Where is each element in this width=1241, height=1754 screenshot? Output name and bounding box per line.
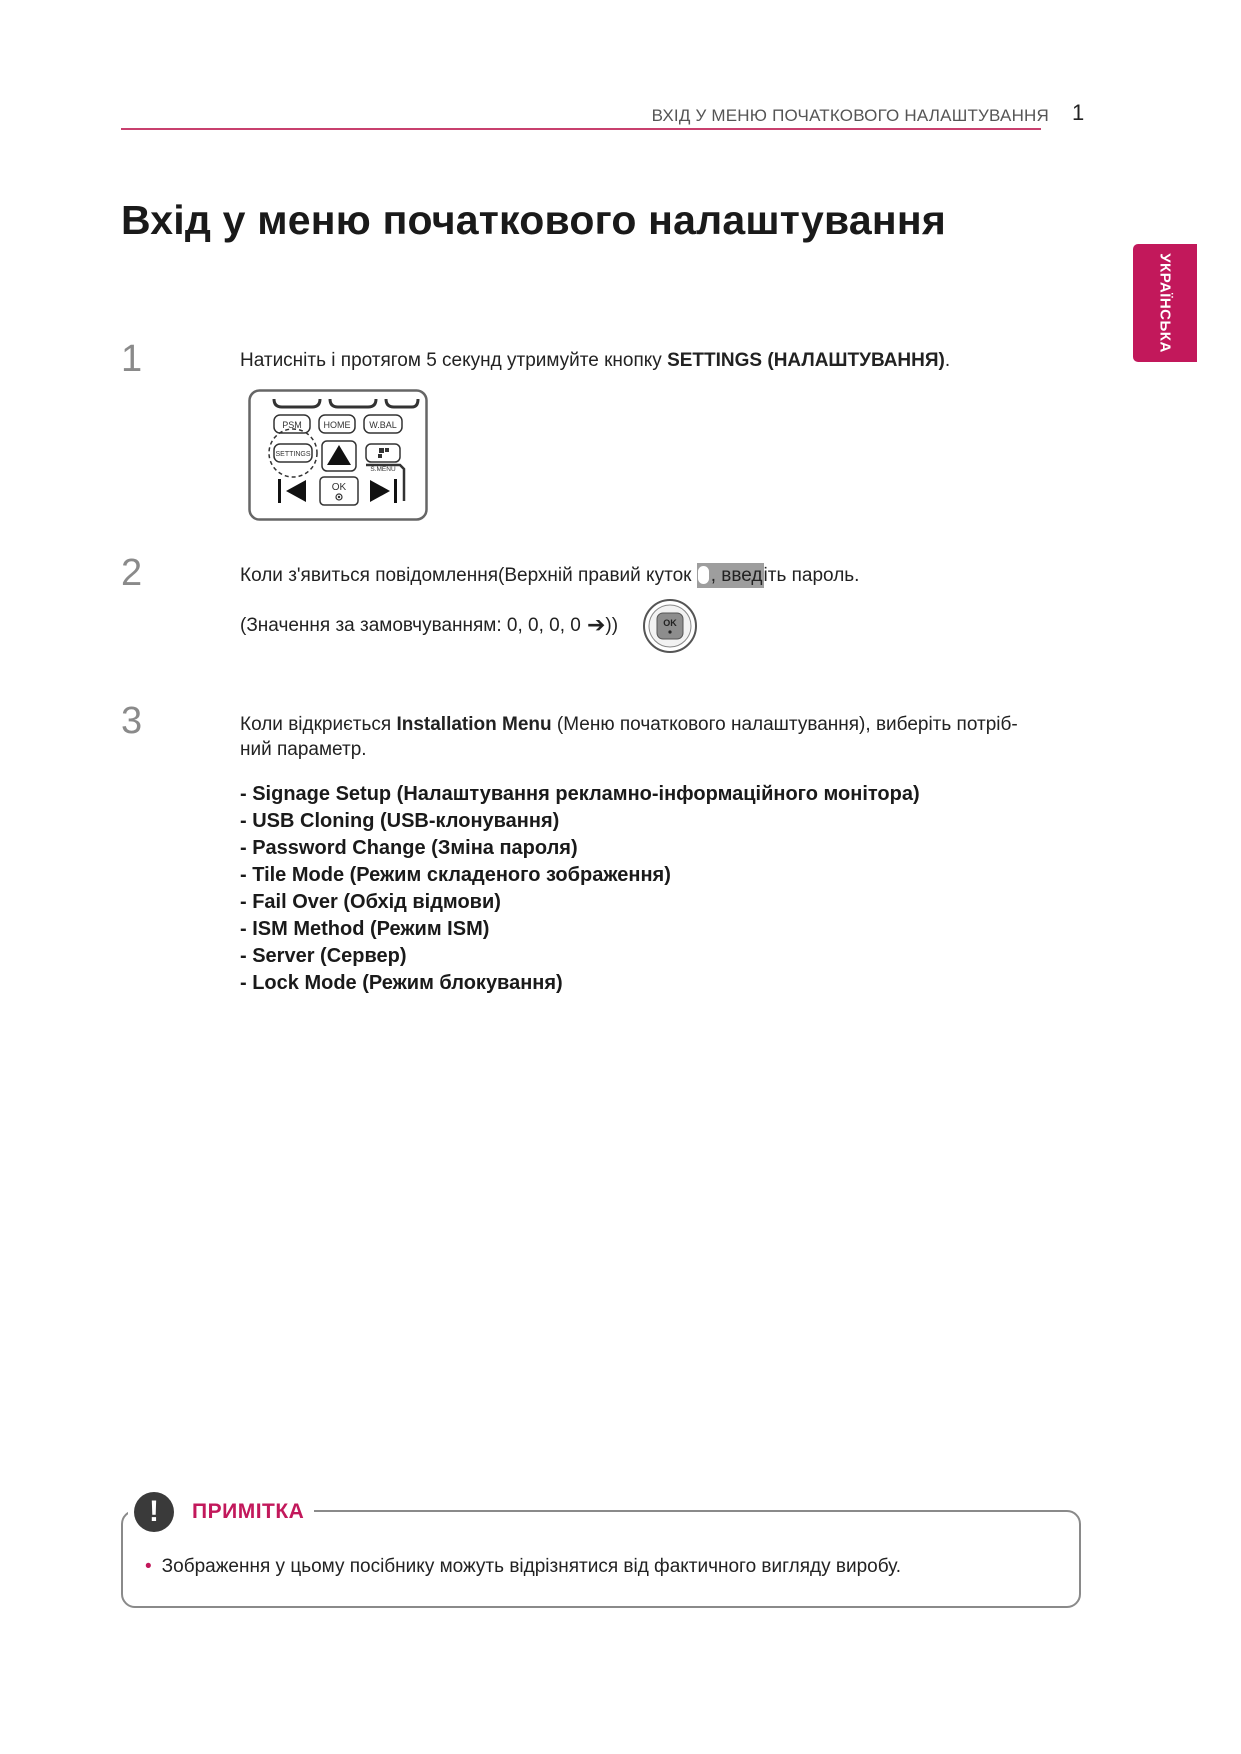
- message-highlight: [697, 563, 764, 588]
- step-1-settings-key: SETTINGS (НАЛАШТУВАННЯ): [667, 350, 945, 371]
- step-1-text-start: Натисніть і протягом 5 секунд утримуйте кнопку: [240, 350, 668, 371]
- step-3-text-continued: ний параметр.: [240, 739, 367, 760]
- psm-button: [274, 415, 310, 433]
- settings-button: [274, 444, 312, 462]
- wbal-label: W.BAL: [369, 420, 397, 430]
- step-1-text: [240, 348, 950, 373]
- remote-control-illustration: [248, 389, 428, 521]
- option-ism-method: - ISM Method (Режим ISM): [240, 918, 490, 940]
- language-tab-label: УКРАЇНСЬКА: [1156, 253, 1174, 353]
- smenu-label: S.MENU: [370, 466, 396, 473]
- running-header: ВХІД У МЕНЮ ПОЧАТКОВОГО НАЛАШТУВАННЯ: [651, 106, 1049, 125]
- ok-button-label: OK: [663, 618, 677, 628]
- psm-label: PSM: [282, 420, 302, 430]
- exclamation-icon: !: [134, 1492, 174, 1532]
- option-password-change: - Password Change (Зміна пароля): [240, 837, 578, 859]
- home-button: [319, 415, 355, 433]
- arrow-right-icon: ➔: [580, 612, 606, 637]
- step-2-number: 2: [121, 552, 143, 594]
- step-2-line-2: [240, 612, 618, 638]
- option-signage-setup: - Signage Setup (Налаштування рекламно-інформаційного монітора): [240, 783, 920, 805]
- step-1-text-end: .: [944, 350, 951, 371]
- installation-options-list: [240, 781, 920, 997]
- note-item-text: Зображення у цьому посібнику можуть відрізнятися від фактичного вигляду виробу.: [161, 1556, 902, 1577]
- home-label: HOME: [323, 420, 351, 430]
- bullet-icon: •: [145, 1556, 152, 1577]
- speech-bubble-icon: [698, 566, 709, 584]
- smenu-button: [366, 444, 400, 473]
- step-2-text-end: іть пароль.: [763, 565, 860, 586]
- option-lock-mode: - Lock Mode (Режим блокування): [240, 972, 563, 994]
- header-divider: [121, 128, 1041, 130]
- option-usb-cloning: - USB Cloning (USB-клонування): [240, 810, 560, 832]
- language-tab[interactable]: [1133, 244, 1197, 362]
- note-item: [145, 1556, 901, 1578]
- option-tile-mode: - Tile Mode (Режим складеного зображення): [240, 864, 671, 886]
- step-3-text: [240, 712, 1018, 762]
- step-1-number: 1: [121, 338, 143, 380]
- step-3-text-start: Коли відкриється: [240, 714, 397, 735]
- step-3-text-end: (Меню початкового налаштування), виберіть потріб-: [551, 714, 1018, 735]
- wbal-button: [364, 415, 402, 433]
- step-3-number: 3: [121, 700, 143, 742]
- option-fail-over: - Fail Over (Обхід відмови): [240, 891, 501, 913]
- step-2-text-start: Коли з'явиться повідомлення(Верхній правий куток: [240, 565, 697, 586]
- note-label: ПРИМІТКА: [192, 1500, 305, 1523]
- step-2-line-1: [240, 563, 859, 588]
- signal-waves-icon: )): [605, 615, 619, 636]
- installation-menu-term: Installation Menu: [396, 714, 552, 735]
- settings-label: SETTINGS: [275, 451, 311, 458]
- ok-label: OK: [331, 482, 347, 493]
- page-title: Вхід у меню початкового налаштування: [121, 197, 946, 243]
- note-header: [128, 1490, 314, 1534]
- ok-button-illustration: [642, 598, 698, 654]
- page-number: 1: [1072, 100, 1085, 125]
- step-2-default-values: (Значення за замовчуванням: 0, 0, 0, 0: [240, 615, 581, 636]
- option-server: - Server (Сервер): [240, 945, 407, 967]
- step-2-highlighted-text: , введ: [710, 565, 763, 586]
